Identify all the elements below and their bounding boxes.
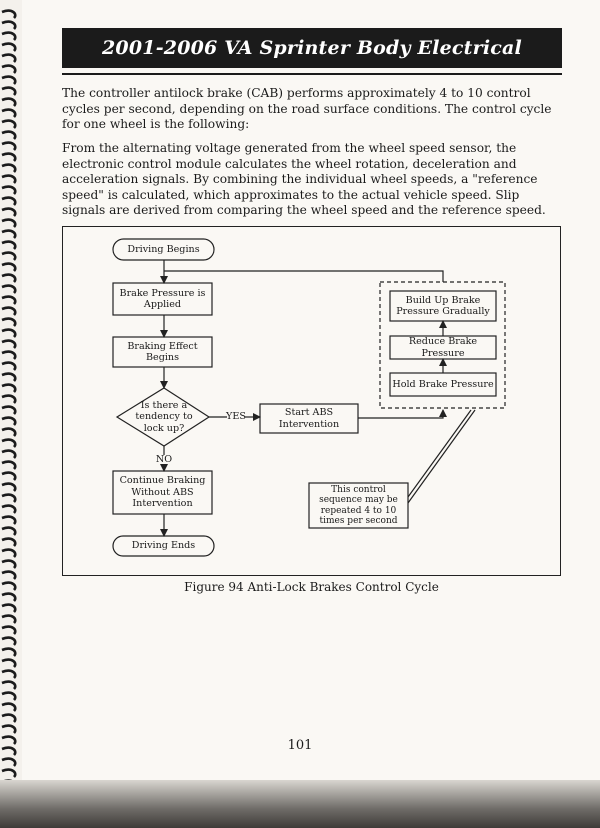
no-label: NO — [155, 454, 173, 466]
spiral-coil — [2, 11, 15, 18]
spiral-coil — [2, 99, 15, 106]
spiral-coil — [2, 44, 15, 51]
spiral-coil — [2, 220, 15, 227]
reduce-brake-pressure: Reduce Brake Pressure — [408, 336, 478, 359]
spiral-coil — [2, 418, 15, 425]
spiral-coil — [2, 297, 15, 304]
spiral-coil — [2, 77, 15, 84]
spiral-coil — [2, 176, 15, 183]
spiral-coil — [2, 330, 15, 337]
spiral-binding — [0, 0, 22, 828]
spiral-coil — [2, 341, 15, 348]
header-title: 2001-2006 VA Sprinter Body Electrical — [102, 37, 522, 59]
spiral-coil — [2, 374, 15, 381]
spiral-coil — [2, 473, 15, 480]
spiral-coil — [2, 550, 15, 557]
spiral-coil — [2, 605, 15, 612]
spiral-coil — [2, 407, 15, 414]
header-bar — [62, 28, 562, 68]
spiral-coil — [2, 660, 15, 667]
spiral-coil — [2, 693, 15, 700]
spiral-coil — [2, 627, 15, 634]
spiral-coil — [2, 33, 15, 40]
spiral-coil — [2, 286, 15, 293]
yes-label: YES — [226, 411, 246, 423]
spiral-coil — [2, 715, 15, 722]
paragraph-intro: The controller antilock brake (CAB) performs approximately 4 to 10 control cycles per second, depending on the road surface conditions. The control cycle for one wheel is the following: — [62, 86, 552, 131]
spiral-coil — [2, 165, 15, 172]
start-abs-intervention: Start ABS Intervention — [278, 407, 340, 430]
paragraph-details: From the alternating voltage generated from the wheel speed sensor, the electronic control module calculates the wheel rotation, deceleration and acceleration signals. By combining the individual wheel speeds, a "reference speed" is calculated, which approximates to the actual vehicle speed. Slip signals are derived from comparing the wheel speed and the reference speed. — [62, 141, 546, 217]
spiral-coil — [2, 583, 15, 590]
spiral-coil — [2, 440, 15, 447]
spiral-coil — [2, 319, 15, 326]
spiral-coil — [2, 528, 15, 535]
spiral-coil — [2, 110, 15, 117]
continue-braking: Continue Braking Without ABS Intervention — [119, 475, 206, 510]
spiral-coil — [2, 55, 15, 62]
spiral-coil — [2, 154, 15, 161]
spiral-coil — [2, 121, 15, 128]
spiral-coil — [2, 275, 15, 282]
page-bottom-edge — [0, 780, 600, 828]
brake-pressure-applied: Brake Pressure is Applied — [119, 287, 206, 310]
figure-caption: Figure 94 Anti-Lock Brakes Control Cycle — [184, 580, 439, 594]
spiral-coil — [2, 506, 15, 513]
spiral-coil — [2, 429, 15, 436]
hold-brake-pressure: Hold Brake Pressure — [392, 378, 494, 390]
spiral-coil — [2, 770, 15, 777]
control-sequence-note: This control sequence may be repeated 4 to 10 times per second — [319, 484, 398, 526]
spiral-coil — [2, 572, 15, 579]
spiral-coil — [2, 462, 15, 469]
spiral-coil — [2, 616, 15, 623]
spiral-coil — [2, 671, 15, 678]
spiral-coil — [2, 88, 15, 95]
spiral-coil — [2, 484, 15, 491]
spiral-coil — [2, 198, 15, 205]
spiral-coil — [2, 22, 15, 29]
spiral-coil — [2, 187, 15, 194]
spiral-coil — [2, 385, 15, 392]
spiral-coil — [2, 231, 15, 238]
spiral-coil — [2, 352, 15, 359]
spiral-coil — [2, 561, 15, 568]
spiral-coil — [2, 253, 15, 260]
spiral-coil — [2, 726, 15, 733]
spiral-coil — [2, 759, 15, 766]
spiral-coil — [2, 242, 15, 249]
spiral-coil — [2, 209, 15, 216]
build-up-brake-pressure: Build Up Brake Pressure Gradually — [396, 294, 490, 317]
flowchart-figure — [62, 226, 561, 576]
spiral-coil — [2, 638, 15, 645]
header-rule — [62, 73, 562, 75]
spiral-coil — [2, 264, 15, 271]
braking-effect-begins: Braking Effect Begins — [127, 340, 198, 363]
spiral-coil — [2, 539, 15, 546]
spiral-coil — [2, 451, 15, 458]
spiral-coil — [2, 495, 15, 502]
spiral-coil — [2, 396, 15, 403]
spiral-coil — [2, 682, 15, 689]
spiral-coil — [2, 594, 15, 601]
page-number: 101 — [287, 738, 313, 753]
driving-begins: Driving Begins — [127, 243, 200, 255]
spiral-coil — [2, 308, 15, 315]
spiral-coil — [2, 66, 15, 73]
spiral-coil — [2, 363, 15, 370]
spiral-coil — [2, 704, 15, 711]
driving-ends: Driving Ends — [131, 540, 196, 552]
spiral-coil — [2, 517, 15, 524]
spiral-coil — [2, 132, 15, 139]
spiral-coil — [2, 649, 15, 656]
spiral-coil — [2, 143, 15, 150]
decision-lock-up: Is there a tendency to lock up? — [135, 399, 193, 434]
